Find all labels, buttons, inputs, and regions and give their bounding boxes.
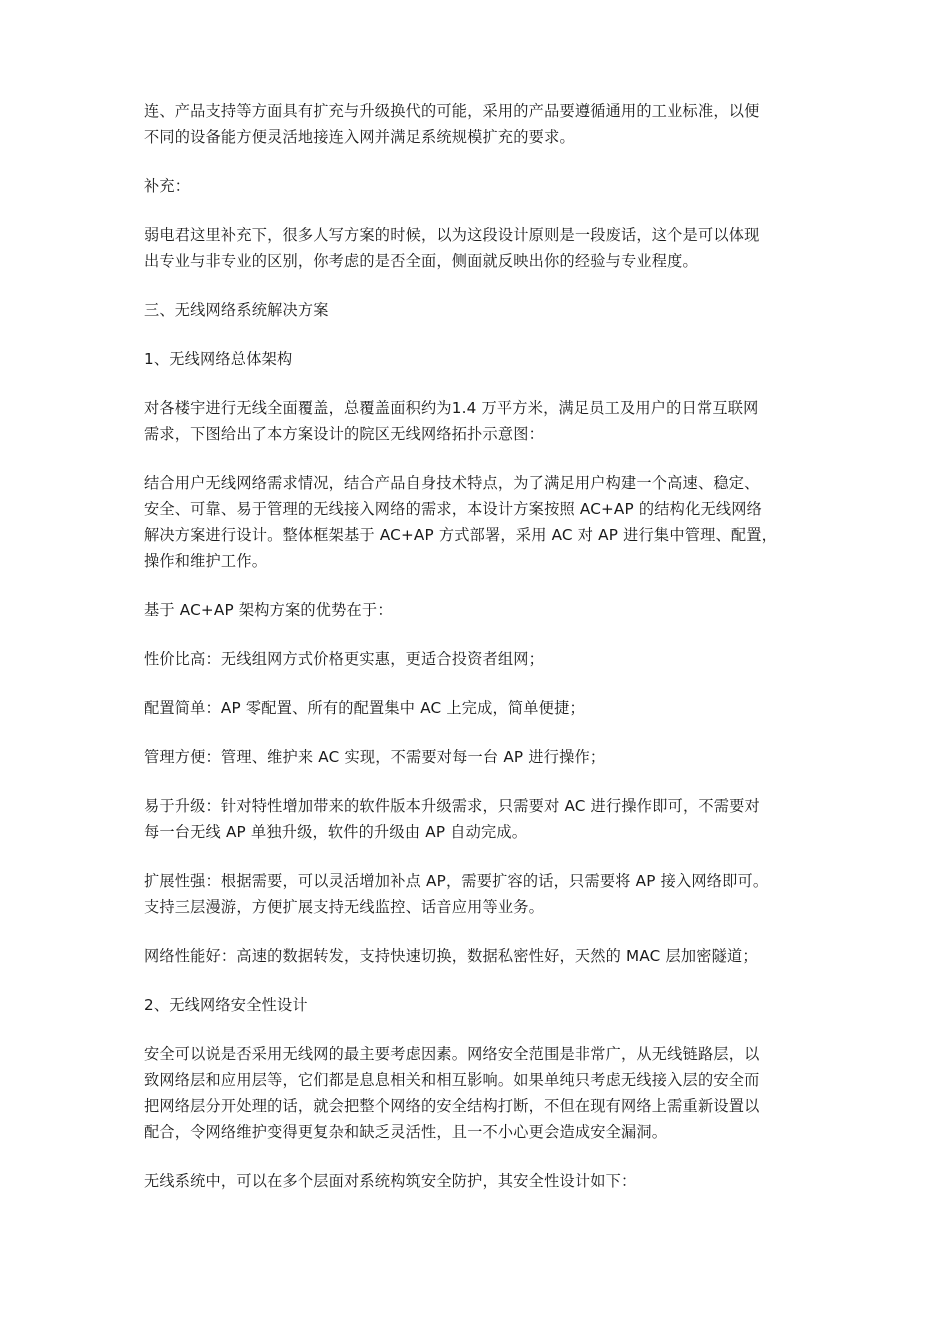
paragraph-advantage-performance [144, 943, 814, 969]
paragraph-security-text [144, 1041, 814, 1145]
text-line: 解决方案进行设计。整体框架基于 AC+AP 方式部署，采用 AC 对 AP 进行集中管理、配置， [144, 526, 778, 544]
paragraph-security-intro [144, 1168, 814, 1194]
paragraph-intro-continuation [144, 98, 814, 150]
text-line: 致网络层和应用层等，它们都是息息相关和相互影响。如果单纯只考虑无线接入层的安全而 [144, 1071, 760, 1089]
text-line: 连、产品支持等方面具有扩充与升级换代的可能，采用的产品要遵循通用的工业标准，以便 [144, 102, 760, 120]
paragraph-advantage-upgrade [144, 793, 814, 845]
text-line: 安全可以说是否采用无线网的最主要考虑因素。网络安全范围是非常广，从无线链路层，以 [144, 1045, 760, 1063]
text-line: 不同的设备能方便灵活地接连入网并满足系统规模扩充的要求。 [144, 128, 575, 146]
text-line: 结合用户无线网络需求情况，结合产品自身技术特点，为了满足用户构建一个高速、稳定、 [144, 474, 760, 492]
text-line: 扩展性强：根据需要，可以灵活增加补点 AP，需要扩容的话，只需要将 AP 接入网络即可。 [144, 872, 769, 890]
paragraph-design-text [144, 470, 814, 574]
paragraph-section-3-2-heading [144, 992, 814, 1018]
text-line: 2、无线网络安全性设计 [144, 996, 308, 1014]
paragraph-advantage-cost [144, 646, 814, 672]
text-line: 三、无线网络系统解决方案 [144, 301, 329, 319]
paragraph-advantage-config [144, 695, 814, 721]
paragraph-section-3-1-heading [144, 346, 814, 372]
text-line: 配置简单：AP 零配置、所有的配置集中 AC 上完成，简单便捷； [144, 699, 585, 717]
paragraph-advantage-management [144, 744, 814, 770]
text-line: 需求，下图给出了本方案设计的院区无线网络拓扑示意图： [144, 425, 545, 443]
text-line: 基于 AC+AP 架构方案的优势在于： [144, 601, 393, 619]
text-line: 1、无线网络总体架构 [144, 350, 293, 368]
text-line: 配合，令网络维护变得更复杂和缺乏灵活性，且一不小心更会造成安全漏洞。 [144, 1123, 668, 1141]
paragraph-section-3-heading [144, 297, 814, 323]
text-line: 出专业与非专业的区别，你考虑的是否全面，侧面就反映出你的经验与专业程度。 [144, 252, 698, 270]
text-line: 易于升级：针对特性增加带来的软件版本升级需求，只需要对 AC 进行操作即可，不需要对 [144, 797, 760, 815]
text-line: 网络性能好：高速的数据转发，支持快速切换，数据私密性好，天然的 MAC 层加密隧道； [144, 947, 758, 965]
text-line: 操作和维护工作。 [144, 552, 268, 570]
text-line: 把网络层分开处理的话，就会把整个网络的安全结构打断，不但在现有网络上需重新设置以 [144, 1097, 760, 1115]
text-line: 无线系统中，可以在多个层面对系统构筑安全防护，其安全性设计如下： [144, 1172, 637, 1190]
paragraph-supplement-label [144, 173, 814, 199]
text-line: 补充： [144, 177, 191, 195]
paragraph-coverage-text [144, 395, 814, 447]
paragraph-advantages-intro [144, 597, 814, 623]
text-line: 弱电君这里补充下，很多人写方案的时候，以为这段设计原则是一段废话，这个是可以体现 [144, 226, 760, 244]
document-body [144, 98, 814, 1217]
text-line: 支持三层漫游，方便扩展支持无线监控、话音应用等业务。 [144, 898, 545, 916]
paragraph-supplement-text [144, 222, 814, 274]
text-line: 对各楼宇进行无线全面覆盖，总覆盖面积约为1.4 万平方米，满足员工及用户的日常互联网 [144, 399, 759, 417]
text-line: 性价比高：无线组网方式价格更实惠，更适合投资者组网； [144, 650, 545, 668]
text-line: 每一台无线 AP 单独升级，软件的升级由 AP 自动完成。 [144, 823, 528, 841]
text-line: 安全、可靠、易于管理的无线接入网络的需求，本设计方案按照 AC+AP 的结构化无线网络 [144, 500, 763, 518]
text-line: 管理方便：管理、维护来 AC 实现，不需要对每一台 AP 进行操作； [144, 748, 606, 766]
paragraph-advantage-scalability [144, 868, 814, 920]
